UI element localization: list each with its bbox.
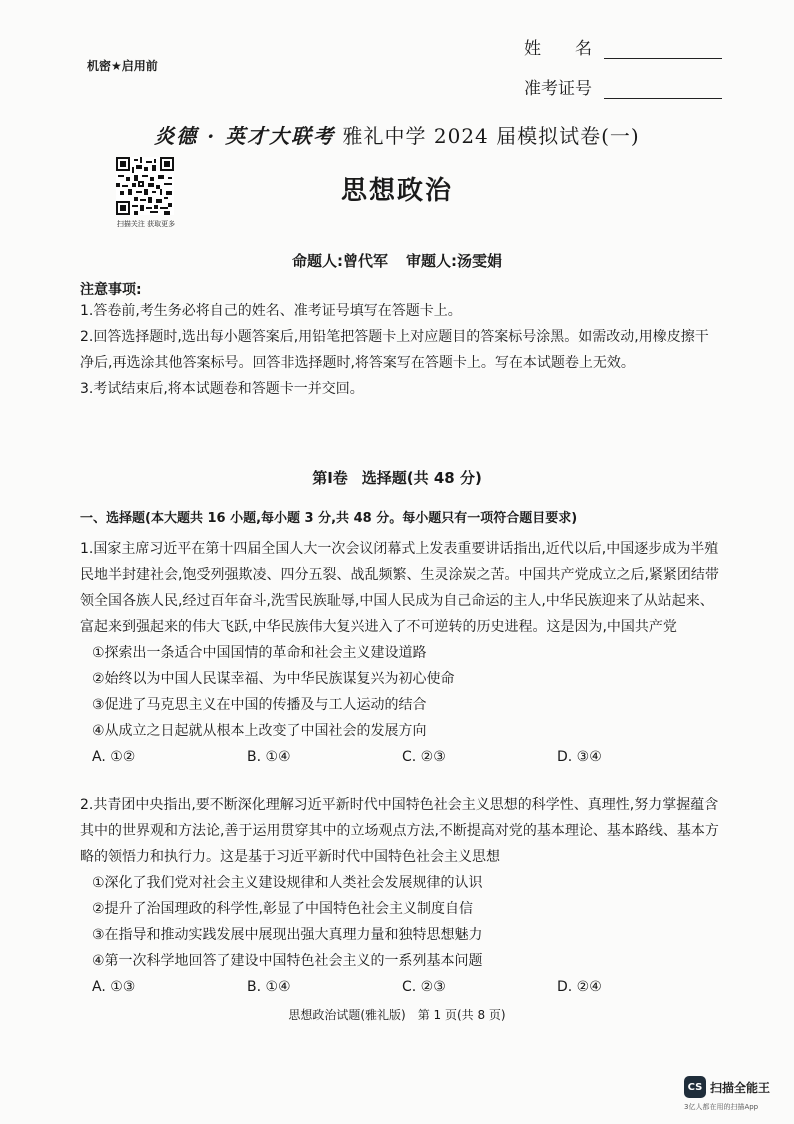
setter-name: 命题人:曾代军	[292, 252, 388, 270]
exam-title-rest: 雅礼中学 2024 届模拟试卷(一)	[342, 124, 640, 148]
question-option: ②提升了治国理政的科学性,彰显了中国特色社会主义制度自信	[92, 901, 473, 917]
choice-d: D. ③④	[557, 749, 602, 765]
choice-a: A. ①②	[92, 749, 136, 765]
exam-title	[0, 120, 794, 149]
scanner-watermark	[684, 1076, 770, 1098]
notice-list	[80, 298, 720, 402]
qr-caption: 扫描关注 获取更多	[116, 220, 176, 228]
subject-title: 思想政治	[340, 176, 453, 206]
scanner-tagline: 3亿人都在用的扫描App	[684, 1103, 759, 1111]
section-title	[0, 467, 794, 488]
choice-b: B. ①④	[247, 749, 291, 765]
exam-id-blank-line[interactable]	[604, 80, 722, 99]
question-option: ③促进了马克思主义在中国的传播及与工人运动的结合	[92, 697, 427, 713]
section-name: 选择题(共 48 分)	[361, 469, 482, 487]
section-part: 第Ⅰ卷	[312, 469, 348, 487]
name-field[interactable]	[524, 34, 722, 59]
choice-b: B. ①④	[247, 979, 291, 995]
notice-item: 1.答卷前,考生务必将自己的姓名、准考证号填写在答题卡上。	[80, 303, 462, 319]
question-1	[80, 536, 725, 770]
question-option: ①探索出一条适合中国国情的革命和社会主义建设道路	[92, 645, 427, 661]
exam-id-label: 准考证号	[524, 79, 592, 99]
reviewer-name: 审题人:汤雯娟	[406, 252, 502, 270]
question-option: ③在指导和推动实践发展中展现出强大真理力量和独特思想魅力	[92, 927, 483, 943]
choice-c: C. ②③	[402, 749, 446, 765]
notice-item: 3.考试结束后,将本试题卷和答题卡一并交回。	[80, 381, 364, 397]
question-2	[80, 792, 725, 1000]
confidential-label: 机密★启用前	[87, 59, 158, 73]
name-label: 姓 名	[524, 39, 592, 59]
question-option: ④第一次科学地回答了建设中国特色社会主义的一系列基本问题	[92, 953, 483, 969]
exam-brand: 炎德 · 英才大联考	[154, 124, 336, 148]
answer-choices	[80, 974, 725, 1000]
section-instruction: 一、选择题(本大题共 16 小题,每小题 3 分,共 48 分。每小题只有一项符合题目要求)	[80, 511, 578, 526]
choice-d: D. ②④	[557, 979, 602, 995]
notice-title: 注意事项:	[80, 282, 142, 298]
question-option: ②始终以为中国人民谋幸福、为中华民族谋复兴为初心使命	[92, 671, 455, 687]
choice-c: C. ②③	[402, 979, 446, 995]
question-stem: 2.共青团中央指出,要不断深化理解习近平新时代中国特色社会主义思想的科学性、真理性,努力掌握蕴含其中的世界观和方法论,善于运用贯穿其中的立场观点方法,不断提高对党的基本理论、基本路线、基本方略的领悟力和执行力。这是基于习近平新时代中国特色社会主义思想	[80, 797, 719, 865]
question-option: ①深化了我们党对社会主义建设规律和人类社会发展规律的认识	[92, 875, 483, 891]
name-blank-line[interactable]	[604, 40, 722, 59]
question-stem: 1.国家主席习近平在第十四届全国人大一次会议闭幕式上发表重要讲话指出,近代以后,中国逐步成为半殖民地半封建社会,饱受列强欺凌、四分五裂、战乱频繁、生灵涂炭之苦。中国共产党成立之后,紧紧团结带领全国各族人民,经过百年奋斗,洗雪民族耻辱,中国人民成为自己命运的主人,中华民族迎来了从站起来、富起来到强起来的伟大飞跃,中华民族伟大复兴进入了不可逆转的历史进程。这是因为,中国共产党	[80, 541, 719, 635]
authors-line	[0, 250, 794, 271]
question-option: ④从成立之日起就从根本上改变了中国社会的发展方向	[92, 723, 427, 739]
notice-item: 2.回答选择题时,选出每小题答案后,用铅笔把答题卡上对应题目的答案标号涂黑。如需改动,用橡皮擦干净后,再选涂其他答案标号。回答非选择题时,将答案写在答题卡上。写在本试题卷上无效。	[80, 329, 709, 371]
choice-a: A. ①③	[92, 979, 136, 995]
camscanner-logo-icon: CS	[684, 1076, 706, 1098]
exam-id-field[interactable]	[524, 74, 722, 99]
scanner-name: 扫描全能王	[710, 1080, 771, 1095]
answer-choices	[80, 744, 725, 770]
page-footer: 思想政治试题(雅礼版) 第 1 页(共 8 页)	[288, 1008, 506, 1022]
